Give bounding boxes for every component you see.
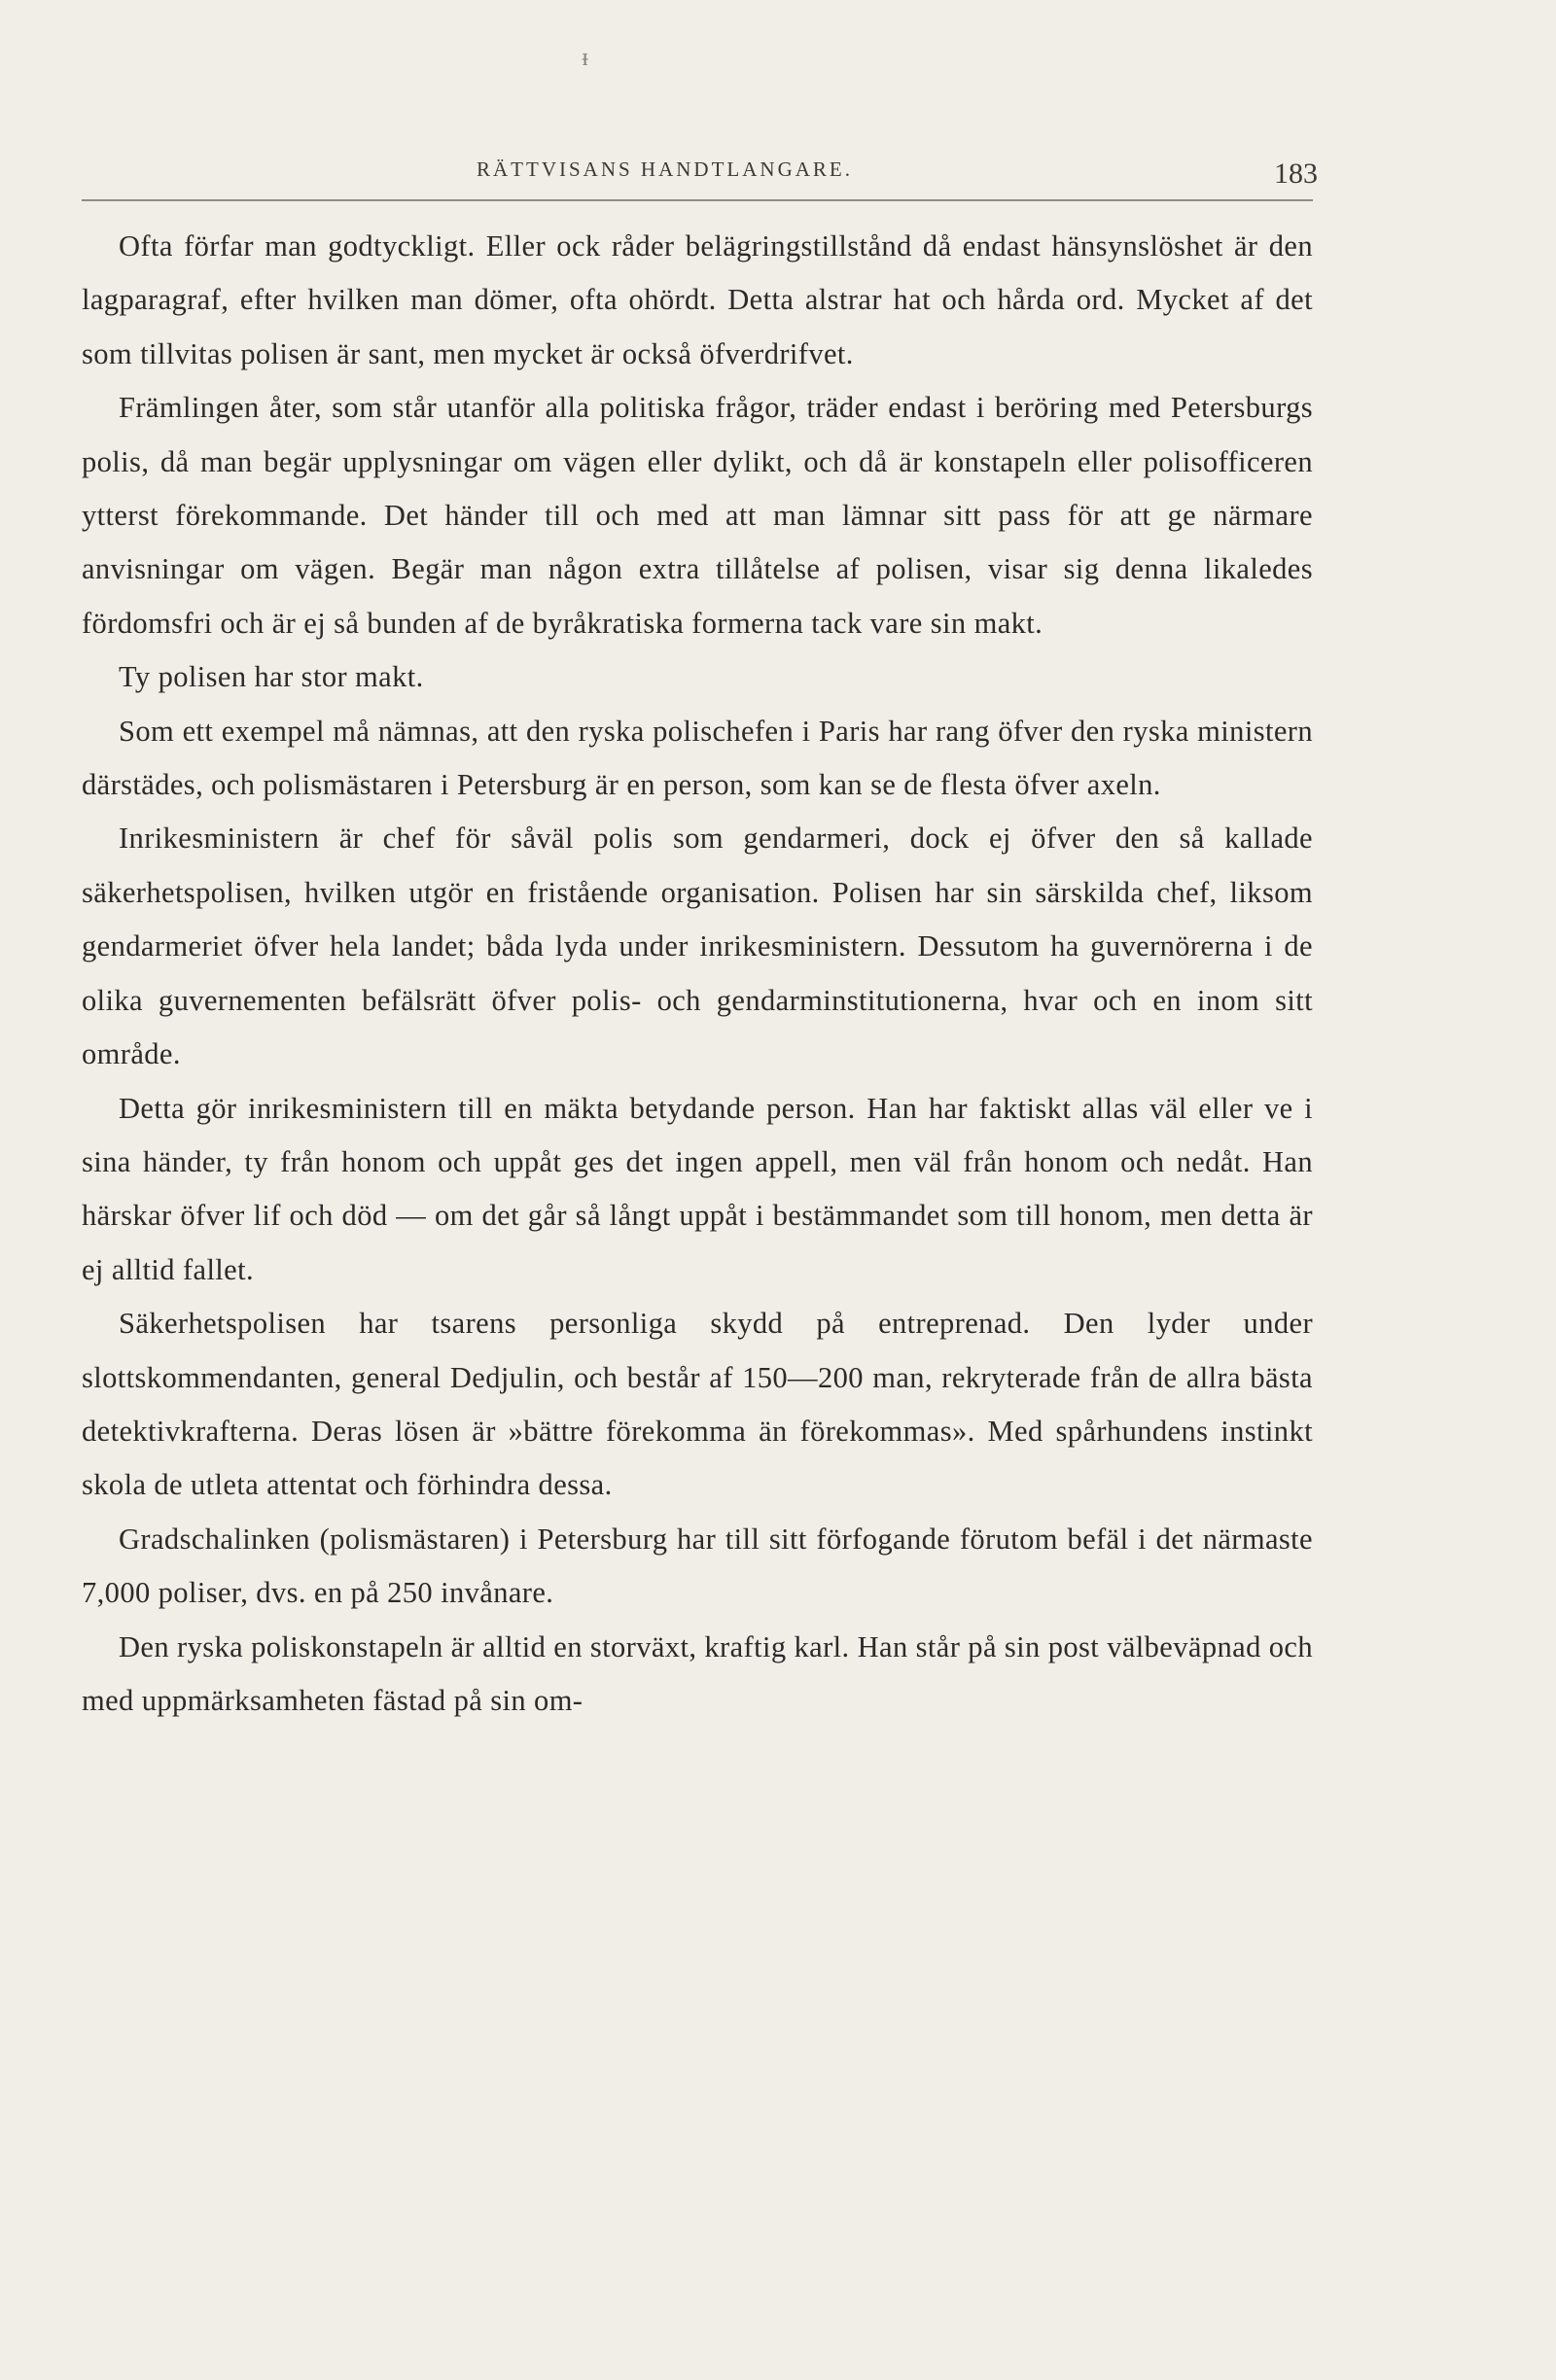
- page-number: 183: [1274, 158, 1318, 190]
- running-header: [0, 158, 1556, 196]
- paragraph: Säkerhetspolisen har tsarens personliga skydd på entreprenad. Den lyder under slottskommendanten, general Dedjulin, och består af 150—200 man, rekryterade från de allra bästa detektivkrafterna. Deras lösen är »bättre förekomma än förekommas». Med spårhundens instinkt skola de utleta attentat och förhindra dessa.: [82, 1307, 1313, 1502]
- paragraph: Ty polisen har stor makt.: [119, 660, 424, 694]
- paragraph: Som ett exempel må nämnas, att den ryska polischefen i Paris har rang öfver den ryska ministern därstädes, och polismästaren i Petersburg är en person, som kan se de flesta öfver axeln.: [82, 714, 1313, 802]
- paragraph: Detta gör inrikesministern till en mäkta betydande person. Han har faktiskt allas väl eller ve i sina händer, ty från honom och uppåt ges det ingen appell, men väl från honom och nedåt. Han härskar öfver lif och död — om det går så långt uppåt i bestämmandet som till honom, men detta är ej alltid fallet.: [82, 1091, 1313, 1286]
- body-text: [82, 220, 1313, 1728]
- paragraph: Inrikesministern är chef för såväl polis som gendarmeri, dock ej öfver den så kallade säkerhetspolisen, hvilken utgör en fristående organisation. Polisen har sin särskilda chef, liksom gendarmeriet öfver hela landet; båda lyda under inrikesministern. Dessutom ha guvernörerna i de olika guvernementen befälsrätt öfver polis- och gendarminstitutionerna, hvar och en inom sitt område.: [82, 822, 1313, 1071]
- header-rule: [82, 199, 1313, 201]
- running-title: RÄTTVISANS HANDTLANGARE.: [477, 158, 853, 181]
- page-mark: ᵻ: [582, 43, 589, 71]
- paragraph: Främlingen åter, som står utanför alla politiska frågor, träder endast i beröring med Petersburgs polis, då man begär upplysningar om vägen eller dylikt, och då är konstapeln eller polisofficeren ytterst förekommande. Det händer till och med att man lämnar sitt pass för att ge närmare anvisningar om vägen. Begär man någon extra tillåtelse af polisen, visar sig denna likaledes fördomsfri och är ej så bunden af de byråkratiska formerna tack vare sin makt.: [82, 391, 1313, 640]
- paragraph: Den ryska poliskonstapeln är alltid en storväxt, kraftig karl. Han står på sin post välbeväpnad och med uppmärksamheten fästad på sin om-: [82, 1629, 1313, 1717]
- paragraph: Ofta förfar man godtyckligt. Eller ock råder belägringstillstånd då endast hänsynslöshet är den lagparagraf, efter hvilken man dömer, ofta ohördt. Detta alstrar hat och hårda ord. Mycket af det som tillvitas polisen är sant, men mycket är också öfverdrifvet.: [82, 229, 1313, 370]
- paragraph: Gradschalinken (polismästaren) i Petersburg har till sitt förfogande förutom befäl i det närmaste 7,000 poliser, dvs. en på 250 invånare.: [82, 1522, 1313, 1610]
